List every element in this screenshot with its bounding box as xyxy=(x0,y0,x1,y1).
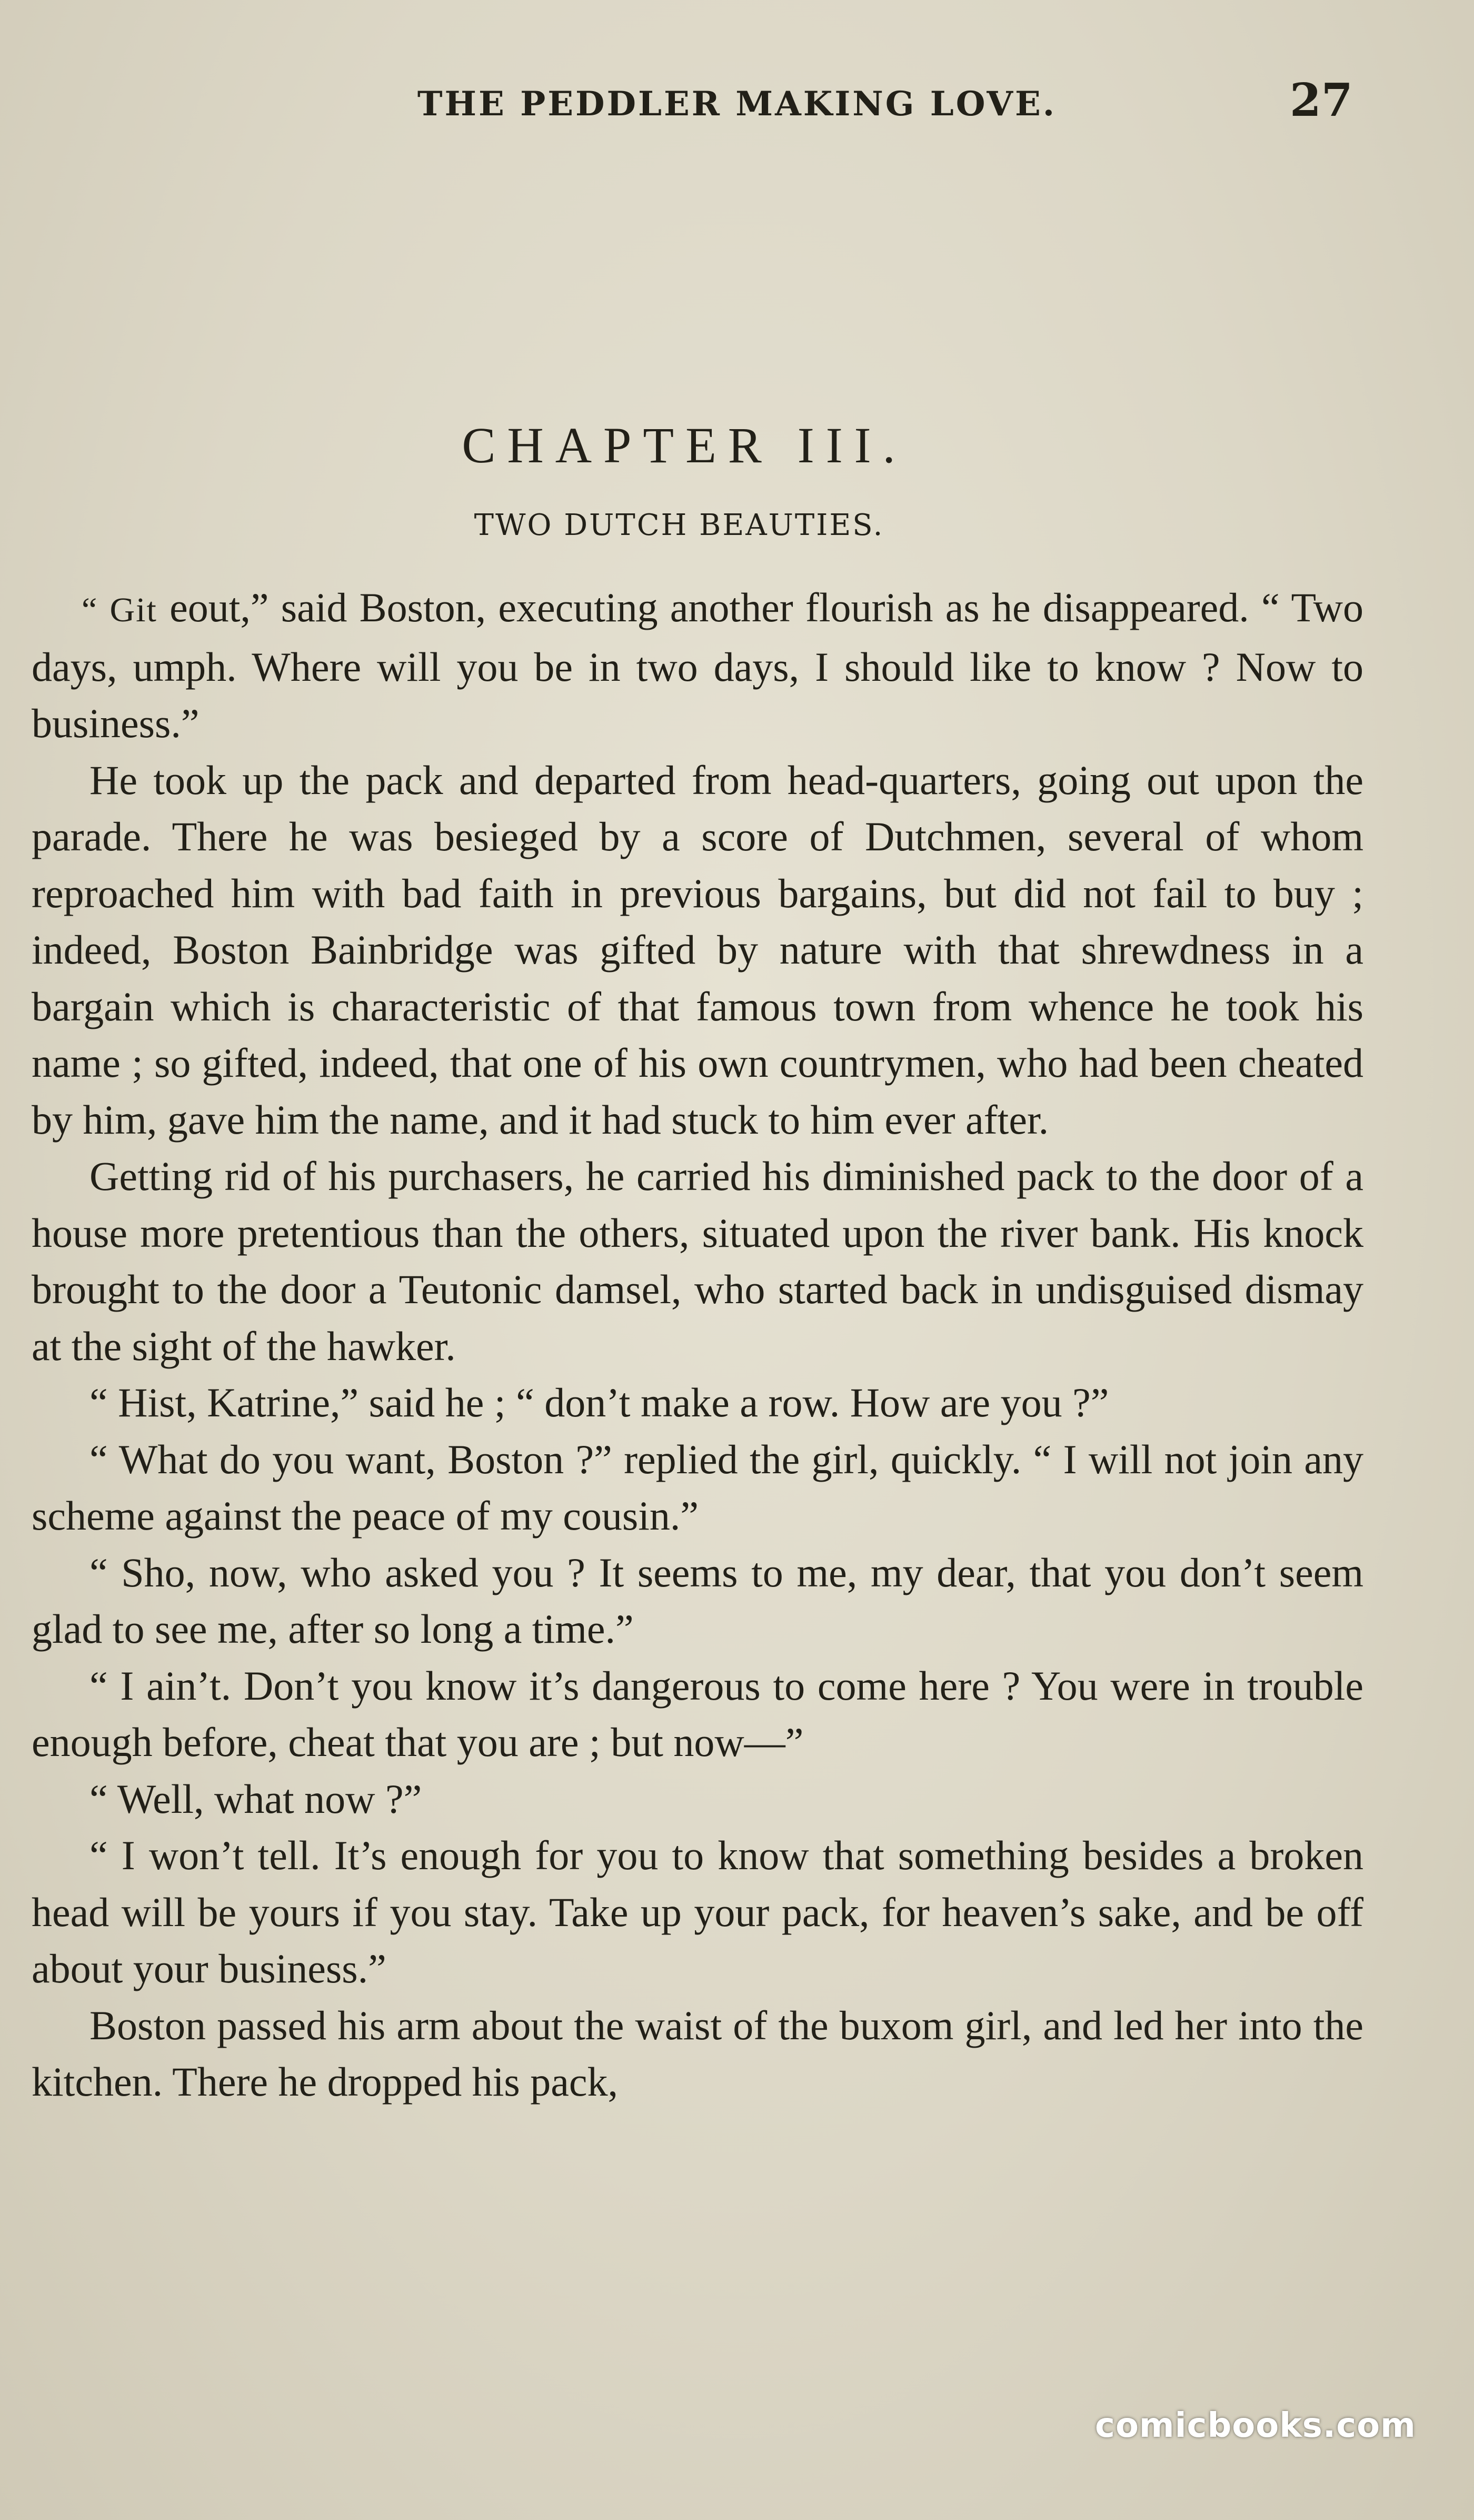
paragraph: “ Sho, now, who asked you ? It seems to me, my dear, that you don’t seem glad to see me, after so long a time.” xyxy=(32,1549,1363,1652)
watermark: comicbooks.com xyxy=(1095,2406,1416,2445)
opening-word: “ Git xyxy=(82,591,157,629)
paragraph: “ Hist, Katrine,” said he ; “ don’t make a row. How are you ?” xyxy=(89,1380,1109,1425)
paragraph-text: eout,” said Boston, executing another flourish as he disappeared. “ Two days, umph. Where will you be in two days, I should like to know ? Now to business.” xyxy=(32,584,1363,746)
paragraph: “ Well, what now ?” xyxy=(89,1775,422,1822)
page-number: 27 xyxy=(1290,74,1353,127)
chapter-title: CHAPTER III. xyxy=(462,417,907,473)
running-head: THE PEDDLER MAKING LOVE. xyxy=(417,84,1057,124)
paragraph: He took up the pack and departed from head-quarters, going out upon the parade. There he was besieged by a score of Dutchmen, several of whom reproached him with bad faith in previous bargains, but did not fail to buy ; indeed, Boston Bainbridge was gifted by nature with that shrewdness in a bargain which is characteristic of that famous town from whence he took his name ; so gifted, indeed, that one of his own countrymen, who had been cheated by him, gave him the name, and it had stuck to him ever after. xyxy=(32,757,1363,1143)
paragraph: “ What do you want, Boston ?” replied the girl, quickly. “ I will not join any scheme against the peace of my cousin.” xyxy=(32,1436,1363,1539)
chapter-subtitle: TWO DUTCH BEAUTIES. xyxy=(474,508,884,542)
body-text xyxy=(32,579,1363,2110)
paragraph: “ I won’t tell. It’s enough for you to know that something besides a broken head will be yours if you stay. Take up your pack, for heaven’s sake, and be off about your business.” xyxy=(32,1832,1363,1991)
paragraph xyxy=(32,579,1363,752)
paragraph: “ I ain’t. Don’t you know it’s dangerous to come here ? You were in trouble enough before, cheat that you are ; but now—” xyxy=(32,1662,1363,1765)
paragraph: Boston passed his arm about the waist of the buxom girl, and led her into the kitchen. There he dropped his pack, xyxy=(32,2002,1363,2105)
paragraph: Getting rid of his purchasers, he carried his diminished pack to the door of a house more pretentious than the others, situated upon the river bank. His knock brought to the door a Teutonic damsel, who started back in undisguised dismay at the sight of the hawker. xyxy=(32,1153,1363,1369)
